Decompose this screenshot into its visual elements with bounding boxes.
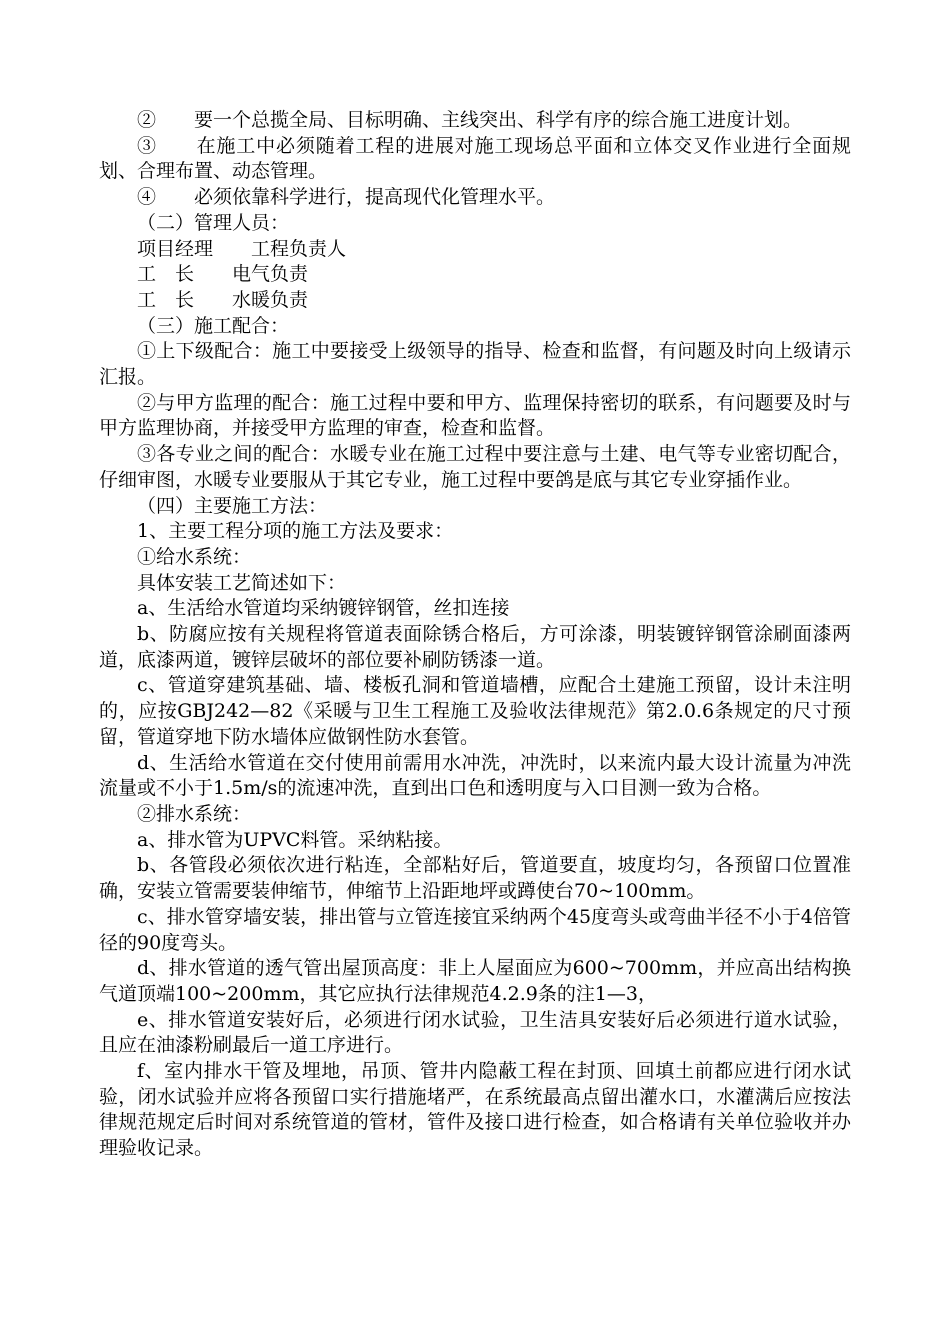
- paragraph-supply-c: c、管道穿建筑基础、墙、楼板孔洞和管道墙槽，应配合土建施工预留，设计未注明的，应按GBJ242—82《采暖与卫生工程施工及验收法律规范》第2.0.6条规定的尺寸预留，管道穿地下防水墙体应做钢性防水套管。: [99, 674, 851, 748]
- paragraph-coordination-client: ②与甲方监理的配合：施工过程中要和甲方、监理保持密切的联系，有问题要及时与甲方监理协商，并接受甲方监理的审查，检查和监督。: [99, 391, 851, 440]
- paragraph-supply-b: b、防腐应按有关规程将管道表面除锈合格后，方可涂漆，明装镀锌钢管涂刷面漆两道，底漆两道，镀锌层破坏的部位要补刷防锈漆一道。: [99, 623, 851, 671]
- personnel-line-foreman-plumbing: 工 长 水暖负责: [137, 288, 309, 311]
- paragraph-drain-b: b、各管段必须依次进行粘连，全部粘好后，管道要直，坡度均匀，各预留口位置准确，安装立管需要装伸缩节，伸缩节上沿距地坪或蹲使台70~100mm。: [99, 854, 851, 903]
- paragraph-install-intro: 具体安装工艺简述如下：: [137, 571, 347, 594]
- paragraph-drain-f: f、室内排水干管及埋地，吊顶、管井内隐蔽工程在封顶、回填土前都应进行闭水试验，闭水试验并应将各预留口实行措施堵严，在系统最高点留出灌水口，水灌满后应按法律规范规定后时间对系统管道的管材，管件及接口进行检查，如合格请有关单位验收并办理验收记录。: [99, 1060, 851, 1160]
- paragraph-plan-item-3: ③ 在施工中必须随着工程的进展对施工现场总平面和立体交叉作业进行全面规划、合理布置、动态管理。: [99, 134, 851, 183]
- paragraph-supply-d: d、生活给水管道在交付使用前需用水冲洗，冲洗时，以来流内最大设计流量为冲洗流量或不小于1.5m/s的流速冲洗，直到出口色和透明度与入口目测一致为合格。: [99, 751, 851, 800]
- document-body: [99, 108, 851, 1162]
- section-heading-methods: （四）主要施工方法：: [137, 494, 328, 517]
- section-heading-coordination: （三）施工配合：: [137, 314, 290, 337]
- paragraph-supply-a: a、生活给水管道均采纳镀锌钢管，丝扣连接: [137, 597, 510, 620]
- paragraph-coordination-superiors: ①上下级配合：施工中要接受上级领导的指导、检查和监督，有问题及时向上级请示汇报。: [99, 340, 851, 389]
- paragraph-plan-item-2: ② 要一个总揽全局、目标明确、主线突出、科学有序的综合施工进度计划。: [137, 109, 803, 131]
- personnel-line-project-manager: 项目经理 工程负责人: [137, 237, 347, 260]
- personnel-line-foreman-electrical: 工 长 电气负责: [137, 263, 309, 286]
- paragraph-drain-a: a、排水管为UPVC料管。采纳粘接。: [137, 828, 453, 851]
- subheading-methods-requirements: 1、主要工程分项的施工方法及要求：: [137, 520, 454, 543]
- paragraph-drain-e: e、排水管道安装好后，必须进行闭水试验，卫生洁具安装好后必须进行道水试验，且应在油漆粉刷最后一道工序进行。: [99, 1008, 851, 1057]
- paragraph-plan-item-4: ④ 必须依靠科学进行，提高现代化管理水平。: [137, 186, 556, 209]
- paragraph-drain-d: d、排水管道的透气管出屋顶高度：非上人屋面应为600~700mm，并应高出结构换气道顶端100~200mm，其它应执行法律规范4.2.9条的注1—3，: [99, 957, 851, 1005]
- subheading-drainage: ②排水系统：: [137, 802, 252, 825]
- paragraph-drain-c: c、排水管穿墙安装，排出管与立管连接宜采纳两个45度弯头或弯曲半径不小于4倍管径的90度弯头。: [99, 905, 851, 954]
- section-heading-personnel: （二）管理人员：: [137, 211, 290, 234]
- subheading-water-supply: ①给水系统：: [137, 545, 252, 568]
- paragraph-coordination-trades: ③各专业之间的配合：水暖专业在施工过程中要注意与土建、电气等专业密切配合，仔细审图，水暖专业要服从于其它专业，施工过程中要鸽是底与其它专业穿插作业。: [99, 443, 851, 491]
